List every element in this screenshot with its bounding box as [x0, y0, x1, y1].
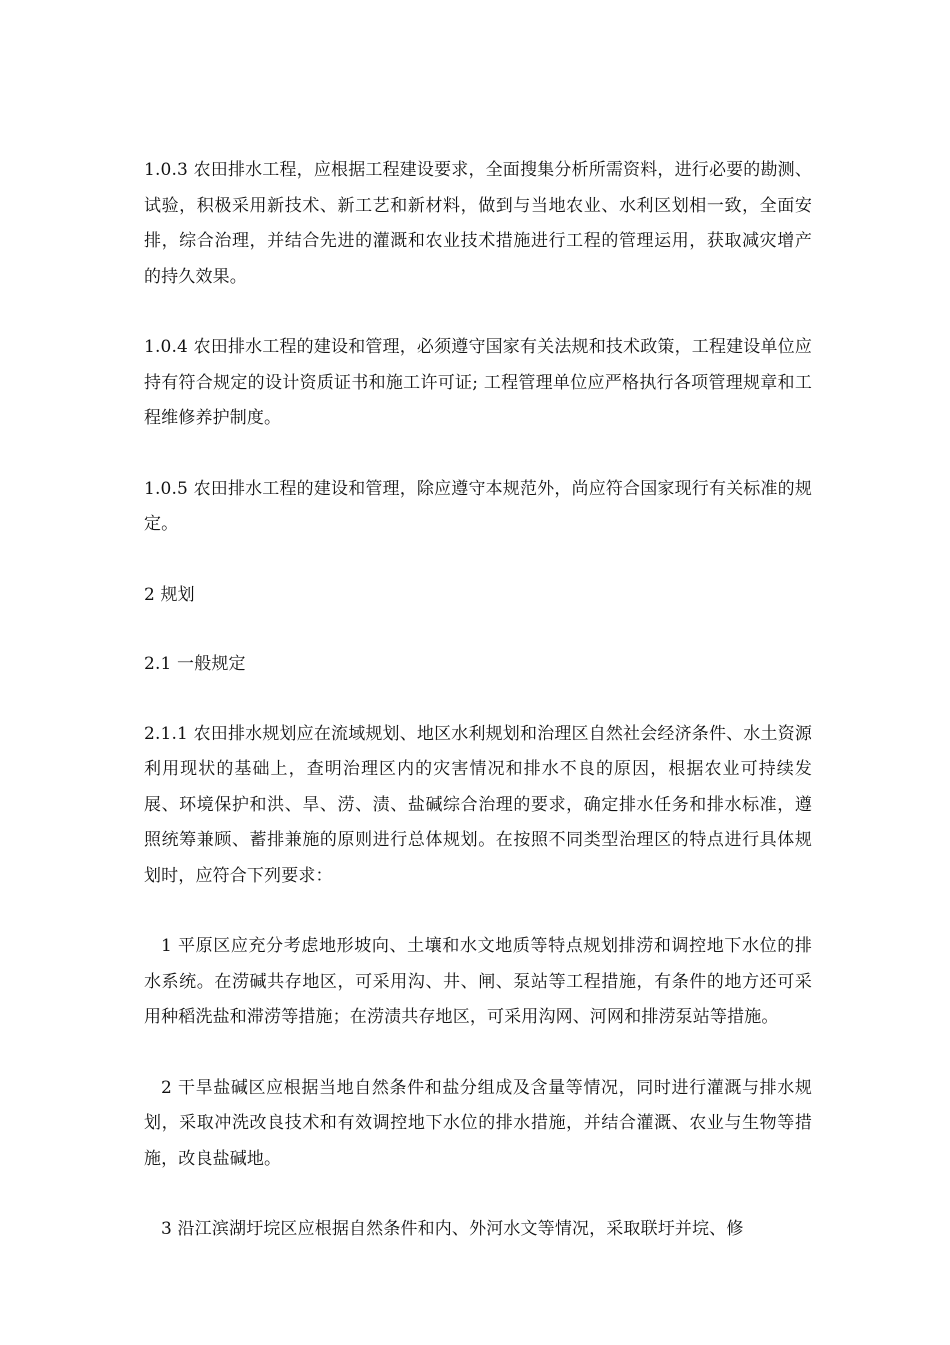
list-item-2: 2 干旱盐碱区应根据当地自然条件和盐分组成及含量等情况，同时进行灌溉与排水规划，采取冲洗改良技术和有效调控地下水位的排水措施，并结合灌溉、农业与生物等措施，改良盐碱地。 [144, 1077, 812, 1169]
section-heading-2-1: 2.1 一般规定 [144, 654, 246, 674]
document-body [144, 153, 812, 1283]
clause-1-0-3: 1.0.3 农田排水工程，应根据工程建设要求，全面搜集分析所需资料，进行必要的勘测、试验，积极采用新技术、新工艺和新材料，做到与当地农业、水利区划相一致，全面安排，综合治理，并结合先进的灌溉和农业技术措施进行工程的管理运用，获取减灾增产的持久效果。 [144, 160, 812, 287]
clause-2-1-1: 2.1.1 农田排水规划应在流域规划、地区水利规划和治理区自然社会经济条件、水土资源利用现状的基础上，查明治理区内的灾害情况和排水不良的原因，根据农业可持续发展、环境保护和洪、旱、涝、渍、盐碱综合治理的要求，确定排水任务和排水标准，遵照统筹兼顾、蓄排兼施的原则进行总体规划。在按照不同类型治理区的特点进行具体规划时，应符合下列要求： [144, 723, 812, 886]
clause-1-0-5: 1.0.5 农田排水工程的建设和管理，除应遵守本规范外，尚应符合国家现行有关标准的规定。 [144, 478, 812, 534]
list-item-3: 3 沿江滨湖圩垸区应根据自然条件和内、外河水文等情况，采取联圩并垸、修 [161, 1219, 744, 1239]
list-item-1: 1 平原区应充分考虑地形坡向、土壤和水文地质等特点规划排涝和调控地下水位的排水系统。在涝碱共存地区，可采用沟、井、闸、泵站等工程措施，有条件的地方还可采用种稻洗盐和滞涝等措施；在涝渍共存地区，可采用沟网、河网和排涝泵站等措施。 [144, 936, 812, 1027]
chapter-heading-2: 2 规划 [144, 584, 195, 605]
clause-1-0-4: 1.0.4 农田排水工程的建设和管理，必须遵守国家有关法规和技术政策，工程建设单位应持有符合规定的设计资质证书和施工许可证; 工程管理单位应严格执行各项管理规章和工程维修养护制度。 [144, 337, 812, 428]
